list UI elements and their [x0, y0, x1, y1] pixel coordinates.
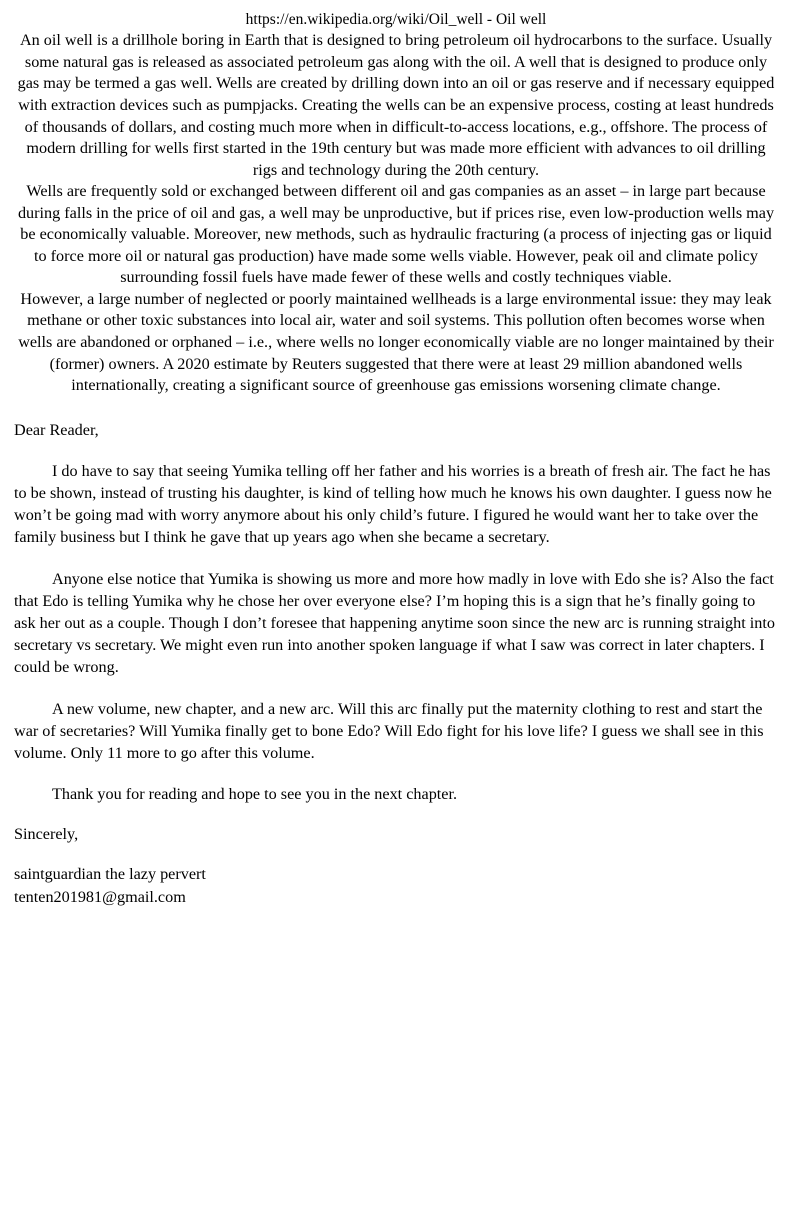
letter-paragraph-1: I do have to say that seeing Yumika telling off her father and his worries is a breath of fresh air. The fact he has to be shown, instead of trusting his daughter, is kind of telling how much he knows his own daughter. I guess now he won’t be going mad with worry anymore about his only child’s future. I figured he would want her to take over the family business but I think he gave that up years ago when she became a secretary. [14, 461, 772, 547]
signature-block [14, 863, 778, 907]
spacer [14, 549, 778, 568]
signature-name: saintguardian the lazy pervert [14, 865, 206, 884]
letter-salutation: Dear Reader, [14, 420, 99, 439]
spacer [14, 441, 778, 460]
letter-paragraph-3: A new volume, new chapter, and a new arc. Will this arc finally put the maternity clothing to rest and start the war of secretaries? Will Yumika finally get to bone Edo? Will Edo fight for his love life? I guess we shall see in this volume. Only 11 more to go after this volume. [14, 699, 764, 762]
letter-paragraph-4: Thank you for reading and hope to see you in the next chapter. [52, 785, 458, 804]
source-url-line: https://en.wikipedia.org/wiki/Oil_well - Oil well [245, 11, 547, 28]
letter-closing: Sincerely, [14, 825, 79, 844]
signature-email: tenten201981@gmail.com [14, 887, 186, 906]
wiki-paragraph-2: Wells are frequently sold or exchanged between different oil and gas companies as an asset – in large part because during falls in the price of oil and gas, a well may be unproductive, but if prices rise, even low-production wells may be economically valuable. Moreover, new methods, such as hydraulic fracturing (a process of injecting gas or liquid to force more oil or natural gas production) have made some wells viable. However, peak oil and climate policy surrounding fossil fuels have made fewer of these wells and costly techniques viable. [17, 182, 775, 287]
letter-paragraph-2: Anyone else notice that Yumika is showing us more and more how madly in love with Edo she is? Also the fact that Edo is telling Yumika why he chose her over everyone else? I’m hoping this is a sign that he’s finally going to ask her out as a couple. Though I don’t foresee that happening anytime soon since the new arc is running straight into secretary vs secretary. We might even run into another spoken language if what I saw was correct in later chapters. I could be wrong. [14, 569, 775, 677]
spacer [14, 679, 778, 698]
spacer [14, 764, 778, 783]
wikipedia-excerpt [14, 30, 778, 396]
wiki-paragraph-3: However, a large number of neglected or poorly maintained wellheads is a large environmental issue: they may leak methane or other toxic substances into local air, water and soil systems. This pollution often becomes worse when wells are abandoned or orphaned – i.e., where wells no longer economically viable are no longer maintained by their (former) owners. A 2020 estimate by Reuters suggested that there were at least 29 million abandoned wells internationally, creating a significant source of greenhouse gas emissions worsening climate change. [18, 289, 774, 395]
reader-letter [14, 419, 778, 908]
spacer [14, 805, 778, 823]
wiki-paragraph-1: An oil well is a drillhole boring in Earth that is designed to bring petroleum oil hydrocarbons to the surface. Usually some natural gas is released as associated petroleum gas along with the oil. A well that is designed to produce only gas may be termed a gas well. Wells are created by drilling down into an oil or gas reserve and if necessary equipped with extraction devices such as pumpjacks. Creating the wells can be an expensive process, costing at least hundreds of thousands of dollars, and costing much more when in difficult-to-access locations, e.g., offshore. The process of modern drilling for wells first started in the 19th century but was made more efficient with advances to oil drilling rigs and technology during the 20th century. [17, 31, 775, 179]
spacer [14, 845, 778, 863]
